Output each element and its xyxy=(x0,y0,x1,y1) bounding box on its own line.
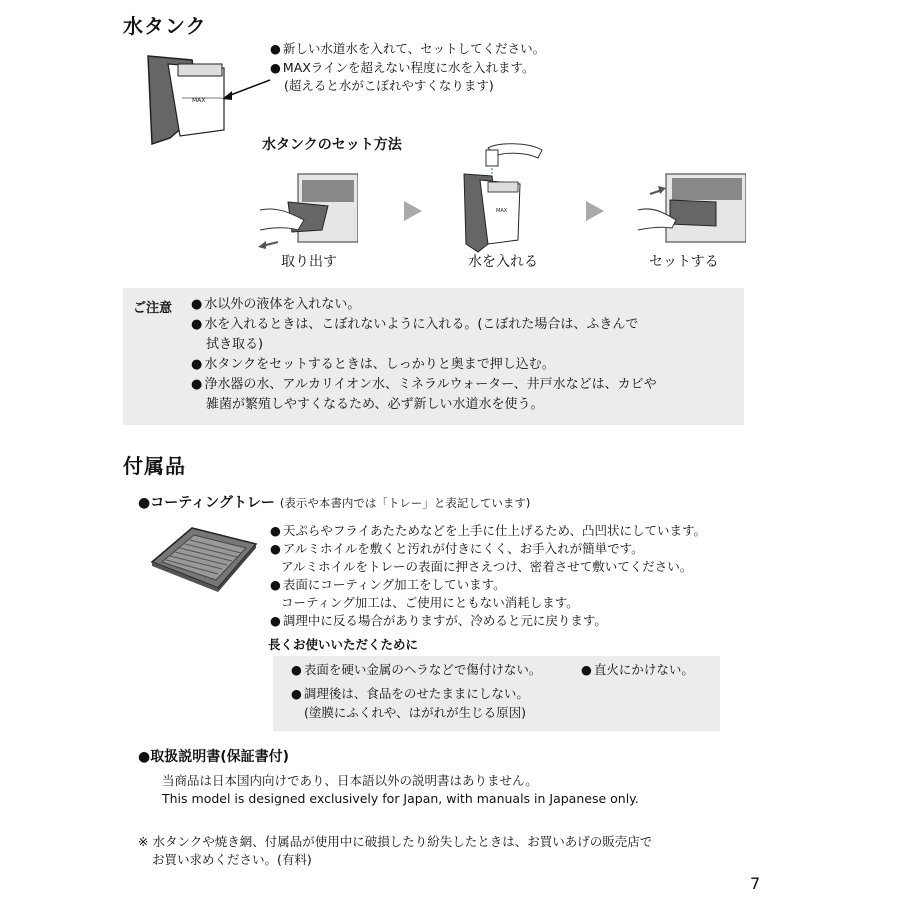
water-tank-illustration xyxy=(140,50,280,156)
tray-line-4: ● 表面にコーティング加工をしています。 xyxy=(270,576,506,594)
tray-name: コーティングトレー xyxy=(150,495,275,511)
tray-line-5: コーティング加工は、ご使用にともない消耗します。 xyxy=(281,595,579,610)
section-title-water-tank: 水タンク xyxy=(123,14,207,38)
step-label-remove: 取り出す xyxy=(281,254,337,270)
caution-item-4: ● 浄水器の水、アルカリイオン水、ミネラルウォーター、井戸水などは、カビや xyxy=(191,376,657,394)
water-tank-note-1: ● 新しい水道水を入れて、セットしてください。 xyxy=(270,40,545,58)
care-item-1: ● 表面を硬い金属のヘラなどで傷付けない。 xyxy=(291,661,541,679)
manual-en-note: This model is designed exclusively for Japan, with manuals in Japanese only. xyxy=(162,791,639,806)
section-title-accessories: 付属品 xyxy=(123,454,186,478)
caution-item-3: ● 水タンクをセットするときは、しっかりと奥まで押し込む。 xyxy=(191,356,555,374)
step-remove-illustration xyxy=(258,170,358,250)
caution-item-1: ● 水以外の液体を入れない。 xyxy=(191,296,360,314)
tray-line-6: ● 調理中に反る場合がありますが、冷めると元に戻ります。 xyxy=(270,612,607,630)
tray-line-2: ● アルミホイルを敷くと汚れが付きにくく、お手入れが簡単です。 xyxy=(270,540,644,558)
caution-item-2: ● 水を入れるときは、こぼれないように入れる。(こぼれた場合は、ふきんで xyxy=(191,316,638,334)
manual-name: 取扱説明書(保証書付) xyxy=(150,749,290,765)
caution-item-2-cont: 拭き取る) xyxy=(206,337,264,352)
footnote-line-1: ※ 水タンクや焼き網、付属品が使用中に破損したり紛失したときは、お買いあげの販売店で xyxy=(138,834,653,849)
manual-jp-note: 当商品は日本国内向けであり、日本語以外の説明書はありません。 xyxy=(162,773,538,788)
water-tank-note-2: ● MAXラインを超えない程度に水を入れます。 xyxy=(270,59,534,77)
care-item-3-cont: (塗膜にふくれや、はがれが生じる原因) xyxy=(304,705,527,720)
step-label-fill: 水を入れる xyxy=(468,254,538,270)
water-tank-note-3: (超えると水がこぼれやすくなります) xyxy=(284,78,494,93)
care-box xyxy=(273,656,720,731)
caution-label: ご注意 xyxy=(133,301,173,316)
max-line-label: MAX xyxy=(192,97,206,104)
care-item-3: ● 調理後は、食品をのせたままにしない。 xyxy=(291,685,529,703)
svg-text:MAX: MAX xyxy=(496,208,508,214)
step-arrow-2-icon xyxy=(586,201,604,221)
step-label-set: セットする xyxy=(649,254,719,270)
tray-name-note: (表示や本書内では「トレー」と表記しています) xyxy=(279,496,531,510)
set-method-title: 水タンクのセット方法 xyxy=(262,137,402,153)
caution-box xyxy=(123,288,744,425)
tray-line-3: アルミホイルをトレーの表面に押さえつけ、密着させて敷いてください。 xyxy=(281,559,693,574)
caution-item-4-cont: 雑菌が繁殖しやすくなるため、必ず新しい水道水を使う。 xyxy=(206,397,544,412)
step-fill-illustration xyxy=(458,140,558,255)
care-item-2: ● 直火にかけない。 xyxy=(581,661,694,679)
step-arrow-1-icon xyxy=(404,201,422,221)
coating-tray-illustration xyxy=(148,522,260,596)
care-title: 長くお使いいただくために xyxy=(268,637,419,652)
tray-line-1: ● 天ぷらやフライあたためなどを上手に仕上げるため、凸凹状にしています。 xyxy=(270,522,706,540)
footnote-line-2: お買い求めください。(有料) xyxy=(152,852,312,867)
manual-heading: ●取扱説明書(保証書付) xyxy=(138,749,290,765)
page-number: 7 xyxy=(750,874,761,893)
tray-heading: ●コーティングトレー (表示や本書内では「トレー」と表記しています) xyxy=(138,495,531,511)
step-set-illustration xyxy=(636,170,746,250)
